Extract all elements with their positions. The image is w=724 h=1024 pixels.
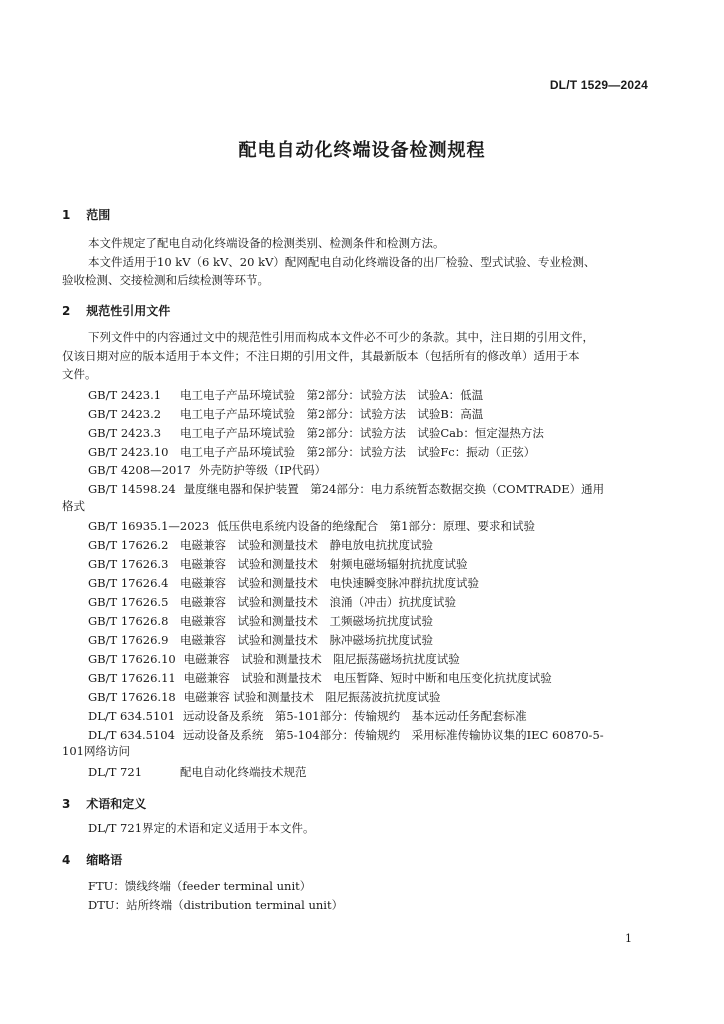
reference-item (88, 632, 433, 648)
reference-code: GB/T 4208—2017 (88, 463, 191, 477)
reference-code: DL/T 721 (88, 765, 143, 779)
section-3-heading (62, 795, 146, 812)
reference-title: 电磁兼容 试验和测量技术 静电放电抗扰度试验 (180, 538, 433, 552)
reference-item (88, 651, 460, 667)
reference-item (88, 613, 433, 629)
section-number: 1 (62, 208, 71, 222)
reference-title: 电工电子产品环境试验 第2部分：试验方法 试验Fc：振动（正弦） (180, 445, 536, 459)
section-title: 范围 (86, 208, 111, 222)
reference-title: 电工电子产品环境试验 第2部分：试验方法 试验A：低温 (180, 388, 484, 402)
reference-item (88, 518, 535, 534)
reference-item (88, 689, 440, 705)
page-number: 1 (625, 932, 632, 945)
paragraph-continuation: 仅该日期对应的版本适用于本文件；不注日期的引用文件，其最新版本（包括所有的修改单）适用于本 (62, 349, 580, 363)
section-2-heading (62, 302, 170, 319)
reference-item (88, 670, 552, 686)
reference-item (88, 764, 307, 780)
reference-title: 配电自动化终端技术规范 (180, 765, 307, 779)
section-title: 术语和定义 (86, 797, 147, 811)
reference-code: GB/T 2423.10 (88, 445, 169, 459)
reference-title: 电磁兼容 试验和测量技术 工频磁场抗扰度试验 (180, 614, 433, 628)
reference-continuation: 101网络访问 (62, 744, 130, 758)
reference-code: GB/T 17626.4 (88, 576, 169, 590)
reference-title: 电工电子产品环境试验 第2部分：试验方法 试验B：高温 (180, 407, 484, 421)
section-title: 缩略语 (86, 853, 123, 867)
paragraph: DL/T 721界定的术语和定义适用于本文件。 (88, 821, 315, 835)
reference-code: DL/T 634.5101 (88, 709, 175, 723)
reference-code: GB/T 2423.3 (88, 426, 162, 440)
reference-item (88, 727, 604, 743)
document-title: 配电自动化终端设备检测规程 (238, 140, 486, 161)
reference-title: 电磁兼容 试验和测量技术 阻尼振荡波抗扰度试验 (183, 690, 441, 704)
paragraph: 本文件适用于10 kV（6 kV、20 kV）配网配电自动化终端设备的出厂检验、型式试验、专业检测、 (88, 255, 596, 269)
section-1-heading (62, 206, 110, 223)
reference-item (88, 462, 326, 478)
reference-code: GB/T 2423.1 (88, 388, 162, 402)
reference-title: 外壳防护等级（IP代码） (198, 463, 327, 477)
reference-code: GB/T 17626.10 (88, 652, 176, 666)
reference-code: GB/T 17626.8 (88, 614, 169, 628)
abbreviation-item: DTU：站所终端（distribution terminal unit） (88, 898, 344, 912)
paragraph: 本文件规定了配电自动化终端设备的检测类别、检测条件和检测方法。 (88, 236, 445, 250)
reference-title: 电磁兼容 试验和测量技术 电压暂降、短时中断和电压变化抗扰度试验 (183, 671, 552, 685)
reference-title: 远动设备及系统 第5-101部分：传输规约 基本远动任务配套标准 (182, 709, 527, 723)
reference-title: 量度继电器和保护装置 第24部分：电力系统暂态数据交换（COMTRADE）通用 (183, 482, 605, 496)
paragraph-continuation: 验收检测、交接检测和后续检测等环节。 (62, 273, 269, 287)
reference-title: 电磁兼容 试验和测量技术 阻尼振荡磁场抗扰度试验 (183, 652, 460, 666)
reference-code: GB/T 16935.1—2023 (88, 519, 210, 533)
reference-code: GB/T 17626.18 (88, 690, 176, 704)
reference-code: GB/T 17626.9 (88, 633, 169, 647)
reference-title: 电磁兼容 试验和测量技术 浪涌（冲击）抗扰度试验 (180, 595, 456, 609)
section-number: 4 (62, 853, 71, 867)
abbreviation-item: FTU：馈线终端（feeder terminal unit） (88, 879, 312, 893)
reference-title: 电磁兼容 试验和测量技术 脉冲磁场抗扰度试验 (180, 633, 433, 647)
reference-item (88, 537, 433, 553)
reference-item (88, 444, 535, 460)
paragraph-continuation: 文件。 (62, 367, 97, 381)
reference-item (88, 556, 468, 572)
reference-item (88, 575, 479, 591)
section-title: 规范性引用文件 (86, 304, 171, 318)
reference-title: 低压供电系统内设备的绝缘配合 第1部分：原理、要求和试验 (217, 519, 535, 533)
reference-code: GB/T 2423.2 (88, 407, 162, 421)
reference-code: GB/T 17626.11 (88, 671, 176, 685)
reference-code: GB/T 17626.2 (88, 538, 169, 552)
reference-title: 电工电子产品环境试验 第2部分：试验方法 试验Cab：恒定湿热方法 (180, 426, 544, 440)
reference-item (88, 406, 483, 422)
reference-title: 电磁兼容 试验和测量技术 射频电磁场辐射抗扰度试验 (180, 557, 468, 571)
section-number: 3 (62, 797, 71, 811)
reference-code: GB/T 14598.24 (88, 482, 176, 496)
reference-item (88, 708, 527, 724)
reference-item (88, 387, 483, 403)
reference-item (88, 425, 544, 441)
reference-title: 电磁兼容 试验和测量技术 电快速瞬变脉冲群抗扰度试验 (180, 576, 479, 590)
reference-title: 远动设备及系统 第5-104部分：传输规约 采用标准传输协议集的IEC 60870-5- (182, 728, 604, 742)
reference-code: GB/T 17626.3 (88, 557, 169, 571)
section-number: 2 (62, 304, 71, 318)
reference-continuation: 格式 (62, 499, 85, 513)
reference-code: DL/T 634.5104 (88, 728, 175, 742)
reference-item (88, 594, 456, 610)
document-id: DL/T 1529—2024 (549, 78, 648, 92)
paragraph: 下列文件中的内容通过文中的规范性引用而构成本文件必不可少的条款。其中，注日期的引用文件， (88, 330, 594, 344)
reference-item (88, 481, 604, 497)
section-4-heading (62, 851, 122, 868)
reference-code: GB/T 17626.5 (88, 595, 169, 609)
